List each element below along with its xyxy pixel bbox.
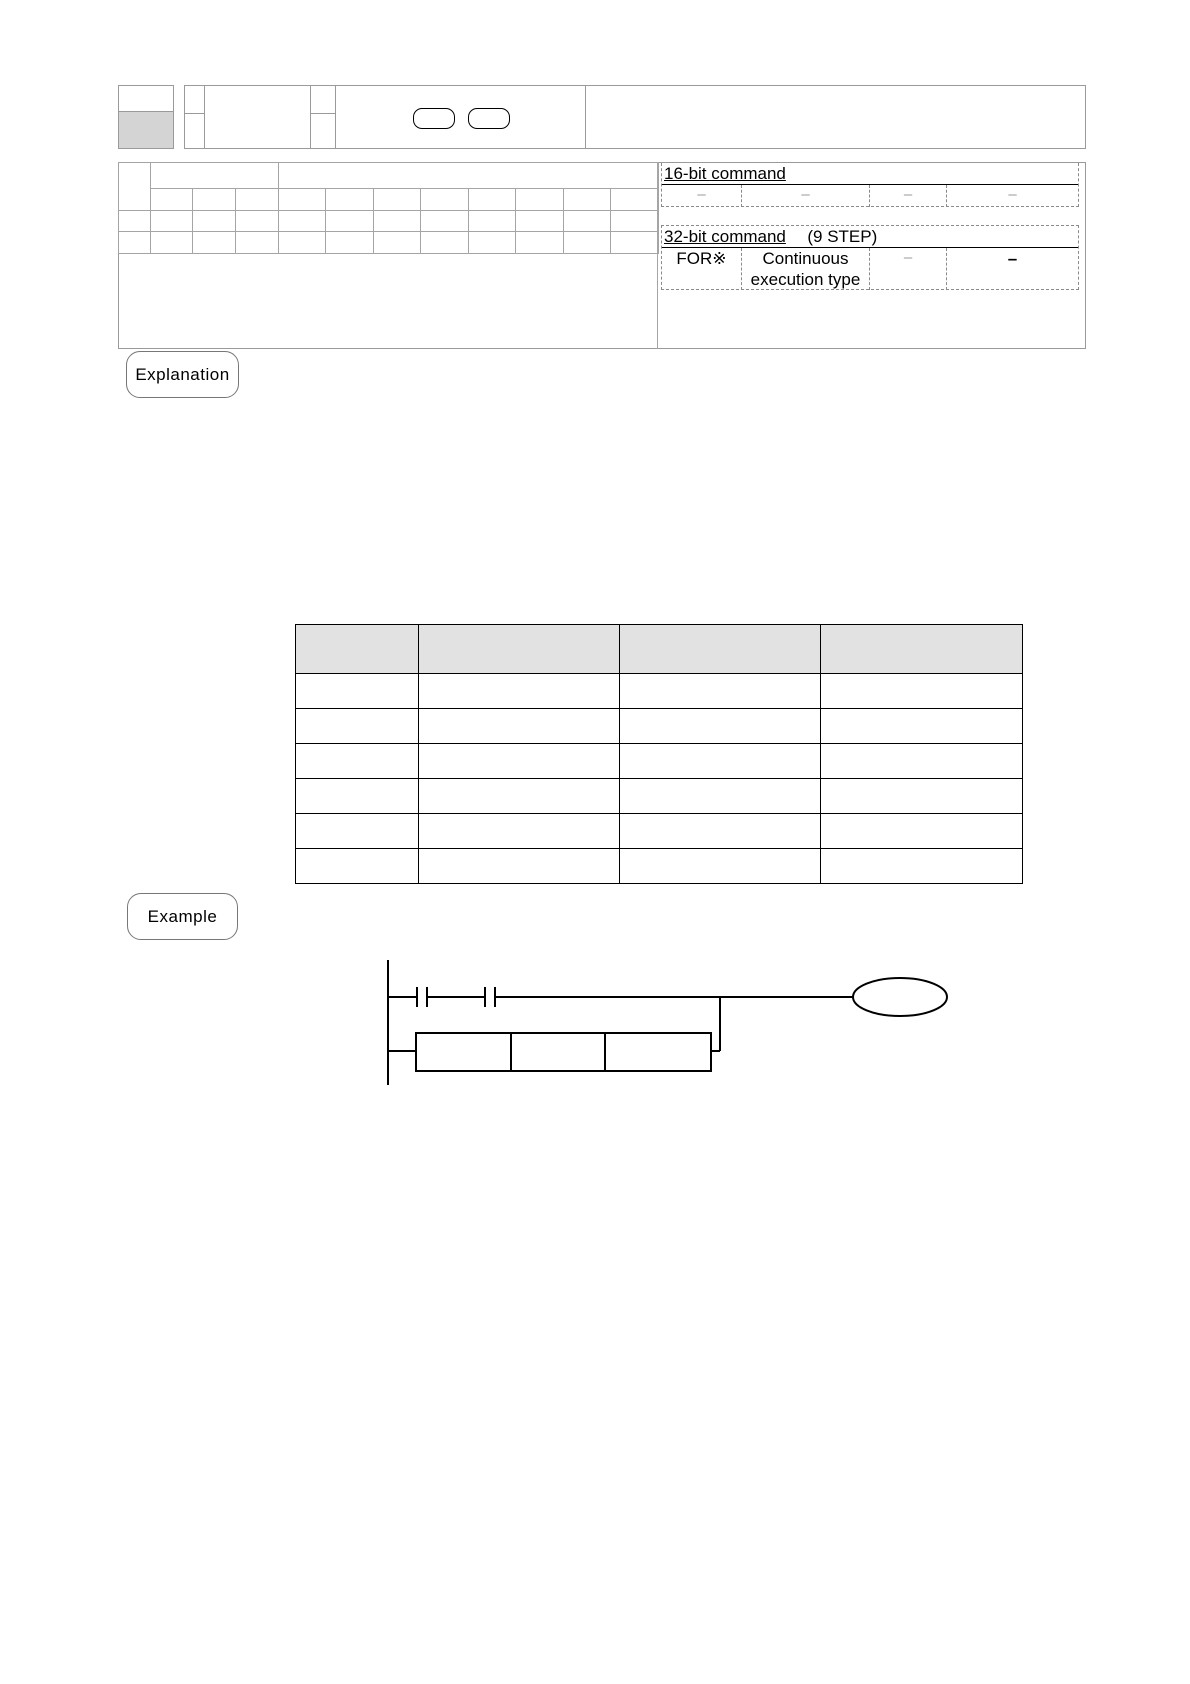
- device-col: [326, 189, 374, 211]
- table-cell: [419, 779, 620, 814]
- table-cell: [620, 814, 821, 849]
- device-cell: [193, 232, 236, 254]
- api-marker-box: [184, 85, 205, 149]
- table-cell: [821, 814, 1023, 849]
- output-coil: [853, 978, 947, 1016]
- cmd32-type-line2: execution type: [750, 270, 861, 289]
- table-cell: [296, 779, 419, 814]
- table-cell: [620, 849, 821, 884]
- cmd32-mnemonic: FOR※: [676, 249, 727, 268]
- device-cell: [611, 232, 659, 254]
- device-cell: [151, 211, 193, 232]
- table-cell: [296, 709, 419, 744]
- instruction-number-shaded: [118, 111, 174, 149]
- function-description-box: [585, 85, 1086, 149]
- table-cell: [419, 674, 620, 709]
- device-cell: [469, 211, 516, 232]
- device-col: [469, 189, 516, 211]
- device-table: [118, 162, 659, 254]
- table-row: [296, 709, 1023, 744]
- mnemonic-box: [204, 85, 311, 149]
- table-cell: [296, 744, 419, 779]
- device-col: [611, 189, 659, 211]
- table-cell: [296, 674, 419, 709]
- table-cell: [620, 779, 821, 814]
- cmd32-cell-4: –: [1007, 249, 1018, 268]
- table-cell: [419, 744, 620, 779]
- device-cell: [564, 211, 611, 232]
- device-col: [193, 189, 236, 211]
- table-cell: [821, 674, 1023, 709]
- table-cell: [419, 849, 620, 884]
- operand-pill-s1: [413, 108, 455, 129]
- table-cell: [620, 674, 821, 709]
- device-cell: [151, 232, 193, 254]
- instruction-box: [416, 1033, 711, 1071]
- table-row: [296, 744, 1023, 779]
- device-col: [564, 189, 611, 211]
- device-cell: [516, 211, 564, 232]
- example-tag: Example: [127, 893, 238, 940]
- cmd32-type-line1: Continuous: [762, 249, 849, 268]
- operand-box: [335, 85, 586, 149]
- table-cell: [419, 709, 620, 744]
- device-cell: [374, 211, 421, 232]
- device-cell: [279, 211, 326, 232]
- table-cell: [620, 709, 821, 744]
- cmd16-title: 16-bit command: [664, 164, 786, 183]
- device-cell: [374, 232, 421, 254]
- device-col: [516, 189, 564, 211]
- operand-marker-divider: [310, 113, 336, 114]
- data-table-header: [296, 625, 419, 674]
- device-cell: [611, 211, 659, 232]
- table-cell: [296, 849, 419, 884]
- data-table-header: [419, 625, 620, 674]
- bit-device-header: [151, 163, 279, 189]
- device-cell: [236, 211, 279, 232]
- table-cell: [821, 849, 1023, 884]
- table-cell: [419, 814, 620, 849]
- table-row: [296, 814, 1023, 849]
- device-col: [421, 189, 469, 211]
- cmd16-cell-4: –: [1008, 186, 1017, 203]
- device-cell: [326, 211, 374, 232]
- device-cell: [516, 232, 564, 254]
- operand-row-label: [119, 211, 151, 232]
- table-row: [296, 779, 1023, 814]
- cmd32-steps: (9 STEP): [807, 227, 878, 246]
- device-table-corner: [119, 163, 151, 211]
- cmd16-cell-1: –: [697, 186, 706, 203]
- data-table: [295, 624, 1023, 884]
- cmd16-cell-2: –: [801, 186, 810, 203]
- cmd16-cell-3: –: [903, 186, 913, 203]
- explanation-tag: Explanation: [126, 351, 239, 398]
- device-cell: [469, 232, 516, 254]
- ladder-diagram: [380, 955, 960, 1090]
- table-row: [296, 674, 1023, 709]
- table-cell: [821, 744, 1023, 779]
- device-cell: [193, 211, 236, 232]
- cmd32-title-text: 32-bit command: [664, 227, 786, 246]
- data-table-header: [620, 625, 821, 674]
- device-cell: [236, 232, 279, 254]
- data-table-header: [821, 625, 1023, 674]
- operand-pill-s2: [468, 108, 510, 129]
- device-cell: [421, 232, 469, 254]
- table-cell: [821, 779, 1023, 814]
- device-cell: [421, 211, 469, 232]
- api-marker-divider: [184, 113, 205, 114]
- word-device-header: [279, 163, 659, 189]
- table-row: [296, 849, 1023, 884]
- device-cell: [326, 232, 374, 254]
- table-cell: [821, 709, 1023, 744]
- device-cell: [564, 232, 611, 254]
- device-cell: [279, 232, 326, 254]
- cmd32-title: [664, 227, 877, 247]
- cmd32-cell-3: –: [903, 249, 913, 266]
- device-col: [151, 189, 193, 211]
- table-cell: [620, 744, 821, 779]
- table-cell: [296, 814, 419, 849]
- device-col: [279, 189, 326, 211]
- device-col: [374, 189, 421, 211]
- operand-marker-box: [310, 85, 336, 149]
- operand-row-label: [119, 232, 151, 254]
- device-col: [236, 189, 279, 211]
- panel-vertical-divider: [657, 162, 658, 349]
